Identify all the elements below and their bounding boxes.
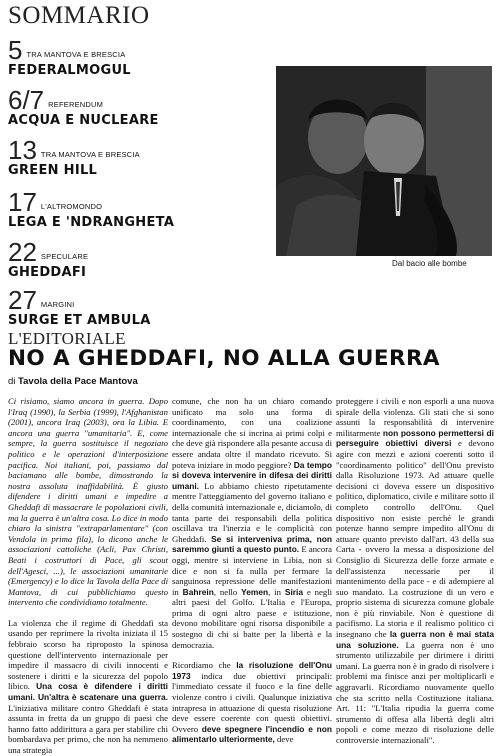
toc-kicker: SPECULARE [40,252,89,261]
article-column-3 [336,396,494,746]
article-paragraph [8,618,168,756]
toc-kicker: TRA MANTOVA E BRESCIA [26,50,126,59]
emphasis: Se si interveniva prima, non saremmo giunti a questo punto. [172,533,332,555]
toc-item[interactable] [8,285,151,328]
text-run: Ricordiamo che [172,660,231,671]
text-run: La guerra non è uno strumento utilizzabile per dirimere i diritti umani. La guerra non è in grado di risolvere i problemi ma finisce anzi per moltiplicarli e aggravarli. Ricordiamo nuovamente quello che sta scritto nella Costituzione italiana. Art. 11: "L'Italia ripudia la guerra come strumento di offesa alla libertà degli altri popoli e come mezzo di risoluzione delle controversie internazionali". [336,639,494,745]
article-paragraph [336,396,494,746]
emphasis: deve spegnere l'incendio e non alimentarlo ulteriormente, [172,723,333,745]
sommario-title: SOMMARIO [8,2,150,29]
toc-item[interactable] [8,187,175,230]
toc-item[interactable] [8,237,89,280]
emphasis: la guerra non è mai stata una soluzione. [336,629,495,650]
toc-page-number: 17 [8,187,37,217]
text-run: E ancora oggi, mentre si interviene in Libia, non si dice e non si fa nulla per fermare la sanguinosa repressione delle manifestazioni in [172,544,332,597]
article-headline: NO A GHEDDAFI, NO ALLA GUERRA [8,346,440,371]
text-run: e negli altri paesi del Golfo. L'Italia e l'Europa, prima di ogni altro paese e istituzione, devono mobilitare ogni risorsa disponibile a sostegno di chi si batte per la libertà e la democrazia. [172,586,333,650]
emphasis: Da tempo si doveva intervenire in difesa dei diritti umani. [172,459,333,491]
article-intro: Ci risiamo, siamo ancora in guerra. Dopo l'Iraq (1990), la Serbia (1999), l'Afghanistan (2001), ancora Iraq (2003), ora la Libia. E ancora una guerra "umanitaria". E, come sempre, la guerra sostituisce il negoziato politico e le operazioni d'interposizione pacifica. Noi italiani, poi, passiamo dal baciamano alle bombe, dimostrando la nostra assoluta inaffidabilità. È giusto difendere i diritti umani e impedire a Gheddafi di massacrare le popolazioni civili, ma la guerra è un'altra cosa. Lo dice in modo chiaro la sinistra "extraparlamentare" (con Vendola in prima fila), lo dicono anche le associazioni cattoliche (Acli, Pax Christi, Beati i costruttori di Pace, gli scout dell'Agesci, ...), le associazioni umanitarie (Emergency) e lo dice la Tavola della Pace di Mantova, di cui pubblichiamo questo intervento che condividiamo totalmente. [8,396,168,608]
emphasis: la risoluzione dell'Onu 1973 [172,660,332,681]
toc-kicker: MARGINI [40,300,75,309]
toc-page-number: 13 [8,135,37,165]
toc-item[interactable] [8,135,140,178]
toc-page-number: 27 [8,285,37,315]
toc-headline: ACQUA E NUCLEARE [8,113,159,128]
text-run: La violenza che il regime di Gheddafi sta usando per reprimere la rivolta iniziata il 15 febbraio scorso ha riproposto la spinosa questione dell'intervento internazionale per impedire il massacro di civili innocenti e sostenere i diritti e la sicurezza del popolo libico. [8,617,168,692]
byline-prefix: di [8,376,16,387]
emphasis: Una cosa è difendere i diritti umani. Un'altra è scatenare una guerra. [8,681,168,703]
article-byline [8,376,138,387]
toc-page-number: 22 [8,237,37,267]
article-paragraph [172,660,332,745]
toc-item[interactable] [8,35,131,78]
emphasis: Bahrein [182,586,214,597]
byline-author: Tavola della Pace Mantova [18,376,138,387]
text-run: , in [268,586,281,597]
text-run: , nello [213,586,238,597]
toc-headline: LEGA E 'NDRANGHETA [8,215,175,230]
article-paragraph [172,396,332,650]
toc-page-number: 6/7 [8,85,45,115]
emphasis: non possono permettersi di perseguire obiettivi diversi [336,427,494,449]
toc-headline: SURGE ET AMBULA [8,313,151,328]
toc-headline: GREEN HILL [8,163,98,178]
text-run: proteggere i civili e non esporli a una nuova spirale della violenza. Gli stati che si sono assunti la responsabilità di intervenire militarmente [336,396,494,438]
text-run: L'iniziativa militare contro Gheddafi è stata assunta in fretta da un gruppo di paesi che hanno fatto addirittura a gara per stabilire chi bombardava per primo, che non ha nemmeno una strategia [8,702,168,755]
emphasis: Siria [284,586,304,597]
text-run: indica due obiettivi principali: l'immediato cessate il fuoco e la fine delle violenze contro i civili. Qualunque iniziativa intrapresa in attuazione di questa risoluzione deve essere coerente con questi obiettivi. Ovvero [172,670,332,734]
toc-page-number: 5 [8,35,23,65]
text-run: comune, che non ha un chiaro comando unificato ma solo una forma di coordinamento, con una coalizione internazionale che si incrina ai primi colpi e che deve già rispondere alla pesante accusa di essere andata oltre il mandato ricevuto. Si poteva iniziare in modo peggiore? [172,396,332,470]
text-run: e devono agire con mezzi e azioni coerenti sotto il "coordinamento politico" dell'Onu previsto dalla Risoluzione 1973. Ad attuare quelle decisioni ci doveva essere un dispositivo politico, diplomatico, civile e militare sotto il completo controllo dell'Onu. Quel dispositivo non esiste perché le grandi potenze hanno sempre impedito all'Onu di attuare quanto previsto dall'art. 43 della sua Carta - ovvero la messa a disposizione del Consiglio di Sicurezza delle forze armate e dell'assistenza necessarie per il mantenimento della pace - e di adempiere al suo mandato. La costruzione di un vero e proprio sistema di sicurezza comune globale non è più rinviabile. Non è questione di pacifismo. La storia e il realismo politico ci insegnano che [336,438,494,640]
toc-headline: GHEDDAFI [8,265,87,280]
article-column-1 [8,396,168,756]
toc-kicker: TRA MANTOVA E BRESCIA [40,150,140,159]
toc-kicker: REFERENDUM [48,100,104,109]
text-run: Lo abbiamo chiesto ripetutamente mentre l'atteggiamento del governo italiano e della comunità internazionale e, diciamolo, di tanta parte dei responsabili della politica oscillava tra l'inerzia e le complicità con Gheddafi. [172,480,332,544]
photo-caption: Dal bacio alle bombe [392,259,467,268]
toc-kicker: L'ALTROMONDO [40,202,103,211]
photo-illustration [276,66,492,256]
emphasis: Yemen [241,586,269,597]
article-column-2 [172,396,332,745]
text-run: deve [277,734,294,745]
toc-item[interactable] [8,85,159,128]
section-label: L'EDITORIALE [8,329,126,348]
news-photo [276,66,492,256]
toc-headline: FEDERALMOGUL [8,63,131,78]
